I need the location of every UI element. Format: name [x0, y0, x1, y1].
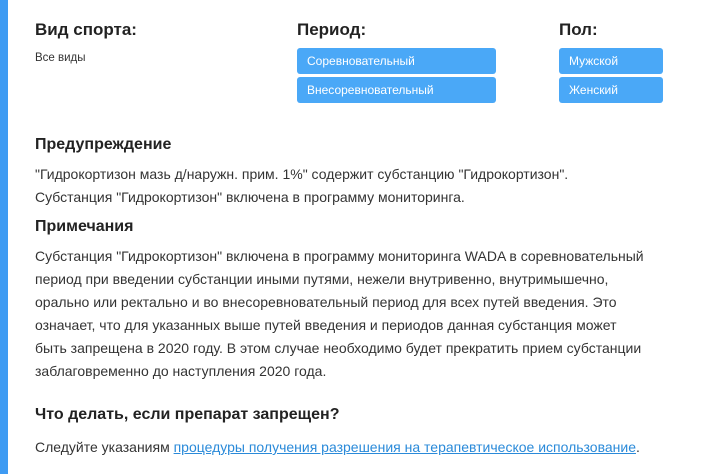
gender-heading: Пол: [559, 20, 598, 39]
warning-line-1: "Гидрокортизон мазь д/наружн. прим. 1%" содержит субстанцию "Гидрокортизон". [35, 166, 569, 182]
notes-line-1: Субстанция "Гидрокортизон" включена в программу мониторинга WADA в соревновательный [35, 248, 644, 264]
notes-line-5: быть запрещена в 2020 году. В этом случае необходимо будет прекратить прием субстанции [35, 340, 642, 356]
forbidden-heading: Что делать, если препарат запрещен? [35, 406, 340, 423]
forbidden-text [35, 436, 640, 459]
notes-line-6: заблаговременно до наступления 2020 года. [35, 363, 327, 379]
warning-line-2: Субстанция "Гидрокортизон" включена в программу мониторинга. [35, 189, 465, 205]
gender-male-button[interactable]: Мужской [559, 48, 663, 74]
notes-line-2: период при введении субстанции иными путями, нежели внутривенно, внутримышечно, [35, 271, 609, 287]
tue-procedure-link[interactable]: процедуры получения разрешения на терапевтическое использование [173, 439, 636, 455]
notes-heading: Примечания [35, 218, 134, 235]
gender-female-button[interactable]: Женский [559, 77, 663, 103]
period-competition-button[interactable]: Соревновательный [297, 48, 496, 74]
forbidden-text-before: Следуйте указаниям [35, 439, 174, 455]
warning-heading: Предупреждение [35, 136, 172, 153]
notes-line-3: орально или ректально и во внесоревновательный период для всех путей введения. Это [35, 294, 617, 310]
period-out-of-competition-button[interactable]: Внесоревновательный [297, 77, 496, 103]
left-accent-bar [0, 0, 8, 474]
sport-heading: Вид спорта: [35, 20, 137, 39]
notes-text [35, 245, 644, 383]
forbidden-text-after: . [635, 439, 640, 455]
sport-value: Все виды [35, 52, 86, 64]
notes-line-4: означает, что для указанных выше путей введения и периодов данная субстанция может [35, 317, 617, 333]
period-heading: Период: [297, 20, 367, 39]
warning-text [35, 163, 568, 209]
